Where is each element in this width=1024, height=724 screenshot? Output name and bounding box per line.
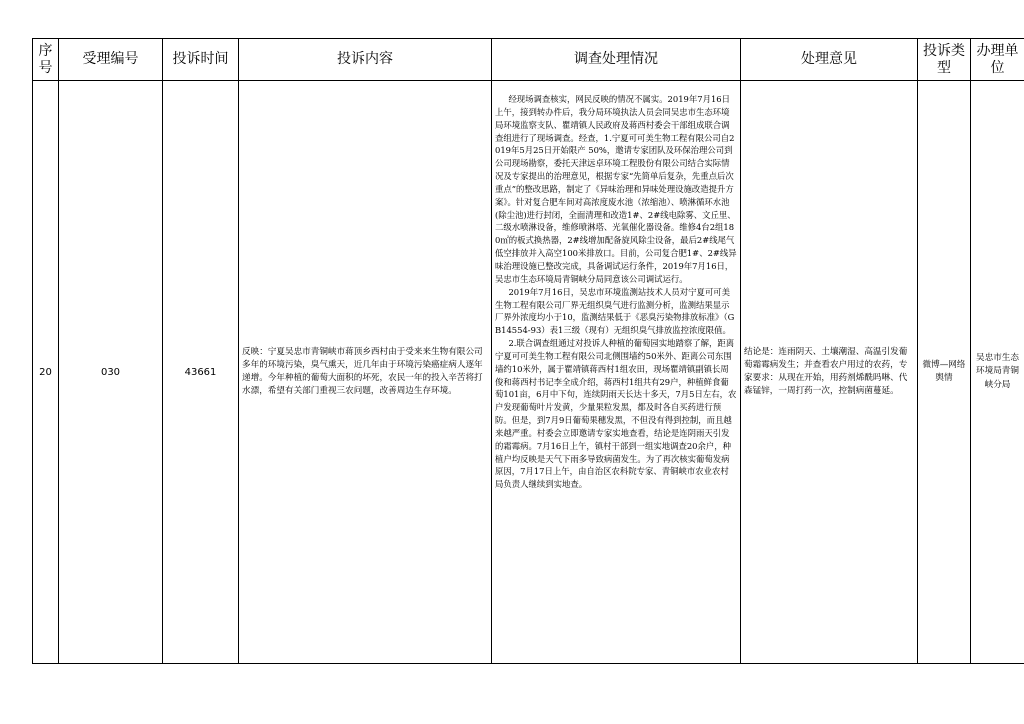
complaint-table xyxy=(32,38,1024,664)
row-office: 吴忠市生态环境局青铜峡分局 xyxy=(971,81,1024,664)
header-type: 投诉类型 xyxy=(918,39,971,81)
row-code: 030 xyxy=(59,81,163,664)
table-row xyxy=(33,81,1024,664)
header-opinion: 处理意见 xyxy=(741,39,918,81)
header-seq: 序号 xyxy=(33,39,59,81)
header-investigation: 调查处理情况 xyxy=(492,39,741,81)
investigation-paragraph-3: 2.联合调查组通过对投诉人种植的葡萄园实地踏察了解，距离宁夏可可美生物工程有限公司北侧围墙约50米外、距离公司东围墙约10米外，属于瞿靖镇蒋西村1组农田，现场瞿靖镇副镇长周俊和蒋西村书记李全成介绍，蒋西村1组共有29户，种植鲜食葡萄101亩，6月中下旬，连续阴雨天长达十多天，7月5日左右，农户发现葡萄叶片发黄，少量果粒发黑，都及时各自买药进行预防。但是，到7月9日葡萄果穗发黑，不但没有得到控制，而且越来越严重。村委会立即邀请专家实地查看，结论是连阴雨天引发的霜霉病。7月16日上午，镇村干部到一组实地调查20余户，种植户均反映是天气下雨多导致病菌发生。为了再次核实葡萄发病原因，7月17日上午，由自治区农科院专家、青铜峡市农业农村局负责人继续到实地查。 xyxy=(495,338,737,490)
row-type: 微博—网络舆情 xyxy=(918,81,971,664)
header-office: 办理单位 xyxy=(971,39,1024,81)
row-seq: 20 xyxy=(33,81,59,664)
header-content: 投诉内容 xyxy=(239,39,492,81)
header-row xyxy=(33,39,1024,81)
header-time: 投诉时间 xyxy=(163,39,239,81)
row-opinion: 结论是：连雨阴天、土壤潮湿、高温引发葡萄霜霉病发生；并查看农户用过的农药，专家要求：从现在开始，用药剂烯酰吗啉、代森锰锌，一周打药一次，控制病菌蔓延。 xyxy=(741,81,918,664)
header-code: 受理编号 xyxy=(59,39,163,81)
row-investigation xyxy=(492,81,741,664)
row-time: 43661 xyxy=(163,81,239,664)
row-content: 反映：宁夏吴忠市青铜峡市蒋顶乡西村由于受来来生物有限公司多年的环境污染，臭气熏天，近几年由于环境污染癌症病人逐年递增。今年种植的葡萄大面积的坏死，农民一年的投入辛苦将打水漂，希望有关部门重视三农问题，改善周边生存环境。 xyxy=(239,81,492,664)
investigation-paragraph-1: 经现场调查核实，网民反映的情况不属实。2019年7月16日上午，接到转办件后，我分局环境执法人员会同吴忠市生态环境局环境监察支队、瞿靖镇人民政府及蒋西村委会干部组成联合调查组进行了现场调查。经查，1.宁夏可可美生物工程有限公司自2019年5月25日开始限产 50%，邀请专家团队及环保治理公司到公司现场勘察，委托天津远卓环境工程股份有限公司结合实际情况及专家提出的治理意见，根据专家“先简单后复杂，先重点后次重点”的整改思路，制定了《异味治理和异味处理设施改造提升方案》。针对复合肥车间对高浓度废水池（浓缩池）、喷淋循环水池(除尘池)进行封闭，全面清理和改造1#、2#线电除雾、文丘里、二级水喷淋设备，维修喷淋塔、光氧催化器设备。维修4台2组180㎡的板式换热器，2#线增加配备旋风除尘设备，最后2#线尾气低空排放并入高空100米排放口。目前，公司复合肥1#、2#线异味治理设施已整改完成，具备调试运行条件，2019年7月16日，吴忠市生态环境局青铜峡分局同意该公司调试运行。 xyxy=(495,94,737,284)
investigation-paragraph-2: 2019年7月16日，吴忠市环境监测站技术人员对宁夏可可美生物工程有限公司厂界无组织臭气进行监测分析，监测结果显示厂界外浓度均小于10，监测结果低于《恶臭污染物排放标准》（GB14554-93）表1三级（现有）无组织臭气排放监控浓度限值。 xyxy=(495,286,735,336)
